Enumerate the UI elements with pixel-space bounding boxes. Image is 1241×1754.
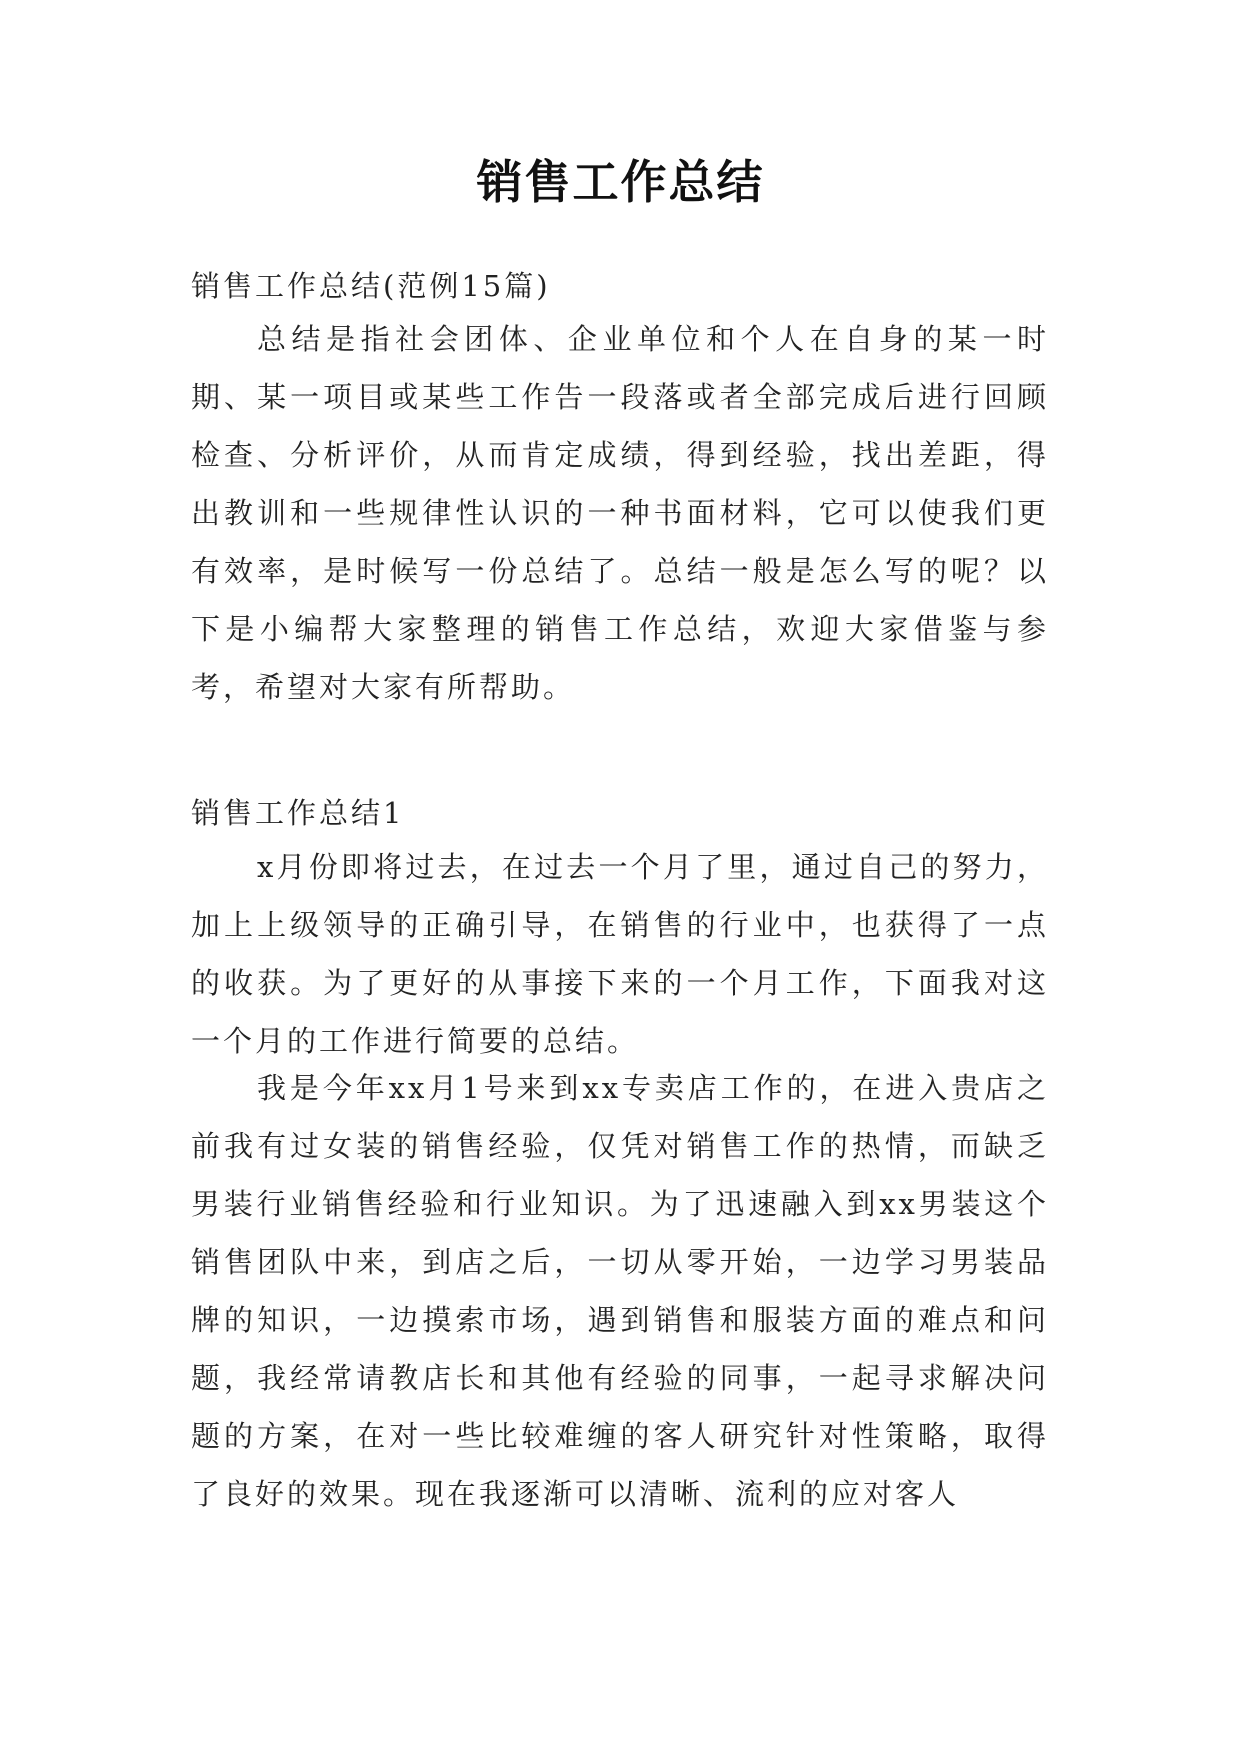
- intro-paragraph: 总结是指社会团体、企业单位和个人在自身的某一时期、某一项目或某些工作告一段落或者全部完成后进行回顾检查、分析评价，从而肯定成绩，得到经验，找出差距，得出教训和一些规律性认识的一种书面材料，它可以使我们更有效率，是时候写一份总结了。总结一般是怎么写的呢？以下是小编帮大家整理的销售工作总结，欢迎大家借鉴与参考，希望对大家有所帮助。: [191, 322, 1049, 704]
- document-title: 销售工作总结: [476, 155, 765, 209]
- section-1-paragraph-2: 我是今年xx月1号来到xx专卖店工作的，在进入贵店之前我有过女装的销售经验，仅凭对销售工作的热情，而缺乏男装行业销售经验和行业知识。为了迅速融入到xx男装这个销售团队中来，到店之后，一切从零开始，一边学习男装品牌的知识，一边摸索市场，遇到销售和服装方面的难点和问题，我经常请教店长和其他有经验的同事，一起寻求解决问题的方案，在对一些比较难缠的客人研究针对性策略，取得了良好的效果。现在我逐渐可以清晰、流利的应对客人: [191, 1071, 1049, 1511]
- section-1-paragraph-1: x月份即将过去，在过去一个月了里，通过自己的努力，加上上级领导的正确引导，在销售的行业中，也获得了一点的收获。为了更好的从事接下来的一个月工作，下面我对这一个月的工作进行简要的总结。: [191, 850, 1049, 1058]
- document-subtitle: 销售工作总结(范例15篇): [191, 269, 551, 303]
- section-1-heading: 销售工作总结1: [191, 796, 405, 830]
